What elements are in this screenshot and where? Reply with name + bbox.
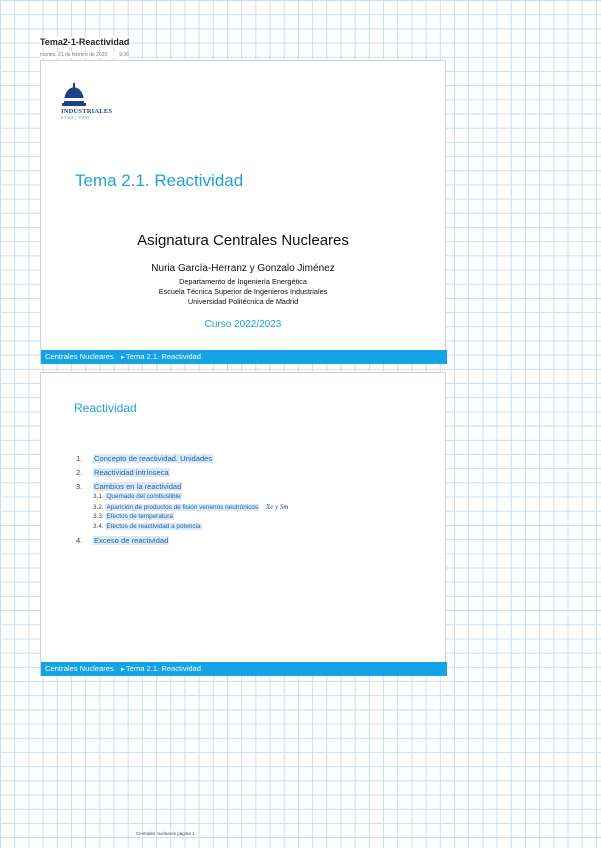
- list-item: 4. Exceso de reactividad: [76, 535, 169, 545]
- note-title: Tema2-1-Reactividad: [40, 37, 130, 47]
- footer-arrow-icon: ►: [119, 667, 126, 673]
- page-footer: Centrales nucleares página 1: [136, 831, 195, 836]
- school: Escuela Técnica Superior de Ingenieros Industriales: [158, 287, 328, 296]
- list-item-text: Exceso de reactividad: [94, 535, 169, 545]
- slide-cover: [40, 60, 446, 364]
- list-item-text: Concepto de reactividad. Unidades: [94, 454, 213, 463]
- sublist: [93, 493, 288, 531]
- handwritten-note: Xe y Sm: [265, 502, 289, 511]
- logo-subtext: ETSII | UPM: [61, 115, 90, 120]
- slide-footer: [41, 350, 447, 364]
- list-item-text: Reactividad intrínseca: [94, 468, 169, 477]
- authors: Nuria García-Herranz y Gonzalo Jiménez: [151, 263, 335, 274]
- sublist-item: 3.3. Efectos de temperatura: [93, 513, 173, 520]
- logo-wordmark: INDUSTRIALES: [61, 108, 113, 115]
- slide-title: Reactividad: [74, 401, 137, 415]
- footer-arrow-icon: ►: [119, 355, 126, 361]
- sublist-item: 3.1. Quemado del combustible: [93, 493, 181, 500]
- note-timestamp: [40, 52, 129, 58]
- list-item: 3. Cambios en la reactividad 3.1. Quemado del combustible 3.2. Aparición de productos de fisión venenos neutrónicos Xe y Sm 3.3. Efectos de temperatura 3.4. Efectos de reactividad a potencia: [76, 482, 289, 530]
- note-date: martes, 21 de febrero de 2023: [40, 52, 108, 58]
- list-item: 2. Reactividad intrínseca: [76, 468, 169, 477]
- contents-list: [74, 454, 288, 550]
- sublist-item: 3.4. Efectos de reactividad a potencia: [93, 522, 201, 530]
- list-item-text: Cambios en la reactividad: [94, 482, 182, 491]
- list-item: 1. Concepto de reactividad. Unidades: [76, 454, 213, 463]
- footer-left: Centrales Nucleares: [45, 352, 114, 361]
- dome-logo-icon: [61, 83, 87, 107]
- etsii-logo: [61, 83, 121, 120]
- slide-footer: [41, 662, 447, 676]
- course-name: Asignatura Centrales Nucleares: [137, 232, 349, 249]
- course-year: Curso 2022/2023: [204, 319, 282, 330]
- footer-right: Tema 2.1. Reactividad: [125, 664, 202, 673]
- sublist-item: 3.2. Aparición de productos de fisión venenos neutrónicos Xe y Sm: [93, 502, 289, 511]
- footer-right: Tema 2.1. Reactividad: [125, 352, 202, 361]
- university: Universidad Politécnica de Madrid: [187, 297, 299, 306]
- slide-title: Tema 2.1. Reactividad: [75, 171, 244, 190]
- footer-left: Centrales Nucleares: [45, 664, 114, 673]
- note-time: 9:36: [119, 52, 129, 58]
- slide-contents: [40, 372, 446, 676]
- department: Departamento de Ingeniería Energética: [179, 277, 307, 286]
